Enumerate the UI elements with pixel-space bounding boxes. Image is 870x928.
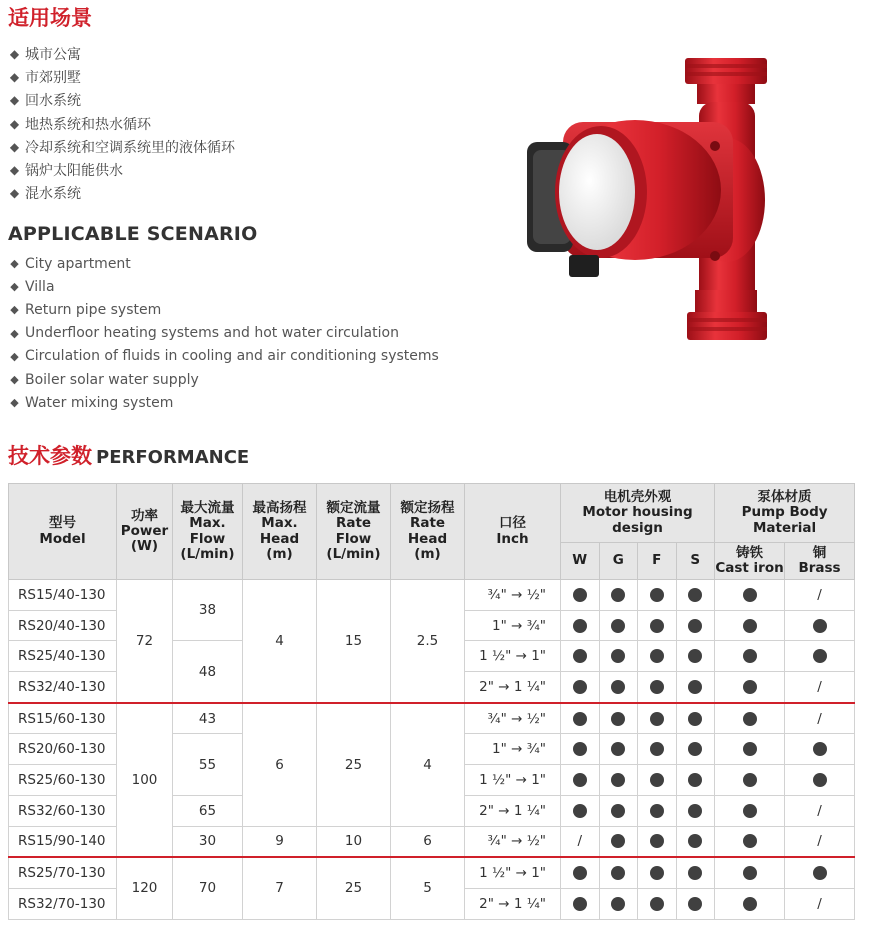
cell-max-flow: 30 xyxy=(173,826,243,857)
cell-brass xyxy=(785,765,855,796)
cell-cast-iron xyxy=(715,734,785,765)
scenario-cn-item-label: 市郊别墅 xyxy=(25,69,81,86)
header-g: G xyxy=(599,543,638,580)
cell-brass xyxy=(785,641,855,672)
cell-power: 72 xyxy=(117,580,173,703)
scenario-en-item-label: Return pipe system xyxy=(25,301,162,318)
pump-image xyxy=(505,50,795,350)
scenario-en-item xyxy=(8,252,439,275)
scenario-en-item-label: Villa xyxy=(25,278,55,295)
diamond-bullet-icon: ◆ xyxy=(9,93,20,108)
header-w: W xyxy=(561,543,600,580)
scenario-cn-item xyxy=(8,65,235,88)
available-dot-icon xyxy=(688,742,702,756)
diamond-bullet-icon: ◆ xyxy=(9,186,20,201)
cell-g xyxy=(599,826,638,857)
cell-power: 120 xyxy=(117,857,173,919)
not-available-mark: / xyxy=(817,833,822,850)
available-dot-icon xyxy=(688,619,702,633)
available-dot-icon xyxy=(688,680,702,694)
available-dot-icon xyxy=(611,588,625,602)
cell-model: RS15/60-130 xyxy=(9,703,117,734)
available-dot-icon xyxy=(743,866,757,880)
cell-brass xyxy=(785,857,855,888)
cell-max-flow: 43 xyxy=(173,703,243,734)
not-available-mark: / xyxy=(577,833,583,850)
scenario-en-item-label: City apartment xyxy=(25,255,131,272)
cell-w xyxy=(561,610,600,641)
cell-model: RS25/60-130 xyxy=(9,765,117,796)
performance-title-en: PERFORMANCE xyxy=(96,447,250,468)
cell-s xyxy=(676,888,715,919)
performance-title-cn: 技术参数 xyxy=(8,444,92,468)
available-dot-icon xyxy=(743,742,757,756)
cell-rate-head: 6 xyxy=(391,826,465,857)
cell-model: RS32/70-130 xyxy=(9,888,117,919)
available-dot-icon xyxy=(650,649,664,663)
cell-brass xyxy=(785,672,855,703)
available-dot-icon xyxy=(573,804,587,818)
cell-max-head: 9 xyxy=(243,826,317,857)
header-rate-flow: 额定流量 Rate Flow (L/min) xyxy=(317,484,391,580)
not-available-mark: / xyxy=(817,802,822,819)
header-rate-head: 额定扬程 Rate Head (m) xyxy=(391,484,465,580)
cell-max-flow: 48 xyxy=(173,641,243,703)
available-dot-icon xyxy=(813,649,827,663)
available-dot-icon xyxy=(611,680,625,694)
scenario-cn-item-label: 冷却系统和空调系统里的液体循环 xyxy=(25,139,235,156)
available-dot-icon xyxy=(743,897,757,911)
available-dot-icon xyxy=(688,834,702,848)
cell-cast-iron xyxy=(715,610,785,641)
cell-g xyxy=(599,703,638,734)
scenario-cn-item xyxy=(8,112,235,135)
cell-cast-iron xyxy=(715,703,785,734)
available-dot-icon xyxy=(743,619,757,633)
available-dot-icon xyxy=(650,897,664,911)
cell-s xyxy=(676,641,715,672)
performance-table xyxy=(8,483,855,920)
cell-cast-iron xyxy=(715,795,785,826)
cell-rate-head: 2.5 xyxy=(391,580,465,703)
cell-inch: 1 ½" → 1" xyxy=(465,641,561,672)
available-dot-icon xyxy=(688,712,702,726)
not-available-mark: / xyxy=(817,586,822,603)
available-dot-icon xyxy=(743,588,757,602)
header-power: 功率 Power (W) xyxy=(117,484,173,580)
cell-s xyxy=(676,672,715,703)
scenario-cn-item-label: 锅炉太阳能供水 xyxy=(25,163,123,180)
cell-s xyxy=(676,795,715,826)
scenario-list-cn xyxy=(8,42,235,205)
available-dot-icon xyxy=(688,773,702,787)
available-dot-icon xyxy=(650,712,664,726)
scenario-cn-item xyxy=(8,135,235,158)
cell-g xyxy=(599,672,638,703)
available-dot-icon xyxy=(573,649,587,663)
available-dot-icon xyxy=(650,588,664,602)
cell-w xyxy=(561,703,600,734)
cell-f xyxy=(638,795,677,826)
scenario-en-item xyxy=(8,391,439,414)
cell-power: 100 xyxy=(117,703,173,857)
available-dot-icon xyxy=(743,649,757,663)
cell-brass xyxy=(785,703,855,734)
cell-rate-head: 4 xyxy=(391,703,465,826)
cell-s xyxy=(676,610,715,641)
cell-cast-iron xyxy=(715,641,785,672)
cell-model: RS32/40-130 xyxy=(9,672,117,703)
table-row xyxy=(9,703,855,734)
header-inch: 口径 Inch xyxy=(465,484,561,580)
cell-f xyxy=(638,610,677,641)
available-dot-icon xyxy=(743,834,757,848)
diamond-bullet-icon: ◆ xyxy=(10,303,19,317)
available-dot-icon xyxy=(743,804,757,818)
cell-s xyxy=(676,765,715,796)
cell-brass xyxy=(785,734,855,765)
diamond-bullet-icon: ◆ xyxy=(9,116,20,131)
cell-max-head: 7 xyxy=(243,857,317,919)
scenario-cn-item-label: 回水系统 xyxy=(25,93,81,110)
available-dot-icon xyxy=(813,866,827,880)
cell-model: RS32/60-130 xyxy=(9,795,117,826)
cell-w xyxy=(561,734,600,765)
cell-g xyxy=(599,641,638,672)
available-dot-icon xyxy=(611,866,625,880)
not-available-mark: / xyxy=(817,895,822,912)
header-cast-iron: 铸铁 Cast iron xyxy=(715,543,785,580)
cell-f xyxy=(638,672,677,703)
cell-f xyxy=(638,765,677,796)
cell-rate-flow: 15 xyxy=(317,580,391,703)
available-dot-icon xyxy=(650,680,664,694)
available-dot-icon xyxy=(813,619,827,633)
cell-inch: 1" → ¾" xyxy=(465,734,561,765)
cell-w xyxy=(561,857,600,888)
available-dot-icon xyxy=(611,619,625,633)
available-dot-icon xyxy=(688,866,702,880)
available-dot-icon xyxy=(573,588,587,602)
available-dot-icon xyxy=(688,897,702,911)
cell-brass xyxy=(785,580,855,611)
cell-inch: ¾" → ½" xyxy=(465,703,561,734)
header-model: 型号 Model xyxy=(9,484,117,580)
available-dot-icon xyxy=(650,834,664,848)
cell-cast-iron xyxy=(715,888,785,919)
available-dot-icon xyxy=(573,897,587,911)
table-body xyxy=(9,580,855,920)
cell-f xyxy=(638,857,677,888)
cell-w xyxy=(561,672,600,703)
diamond-bullet-icon: ◆ xyxy=(10,349,19,363)
available-dot-icon xyxy=(573,712,587,726)
diamond-bullet-icon: ◆ xyxy=(10,257,19,271)
available-dot-icon xyxy=(650,804,664,818)
scenario-title-cn: 适用场景 xyxy=(8,6,92,30)
cell-w xyxy=(561,826,600,857)
cell-g xyxy=(599,580,638,611)
available-dot-icon xyxy=(743,680,757,694)
available-dot-icon xyxy=(688,649,702,663)
cell-model: RS15/40-130 xyxy=(9,580,117,611)
table-header xyxy=(9,484,855,580)
available-dot-icon xyxy=(611,712,625,726)
available-dot-icon xyxy=(573,866,587,880)
cell-w xyxy=(561,765,600,796)
cell-s xyxy=(676,826,715,857)
cell-inch: 1" → ¾" xyxy=(465,610,561,641)
cell-model: RS15/90-140 xyxy=(9,826,117,857)
available-dot-icon xyxy=(650,619,664,633)
available-dot-icon xyxy=(650,742,664,756)
header-pump-body: 泵体材质 Pump Body Material xyxy=(715,484,855,543)
cell-brass xyxy=(785,826,855,857)
cell-f xyxy=(638,641,677,672)
performance-title xyxy=(8,440,249,470)
cell-inch: ¾" → ½" xyxy=(465,580,561,611)
scenario-list-en xyxy=(8,252,439,414)
scenario-cn-item xyxy=(8,89,235,112)
cell-g xyxy=(599,888,638,919)
cell-s xyxy=(676,857,715,888)
diamond-bullet-icon: ◆ xyxy=(10,373,19,387)
available-dot-icon xyxy=(813,742,827,756)
cell-w xyxy=(561,888,600,919)
diamond-bullet-icon: ◆ xyxy=(10,326,19,340)
cell-max-head: 4 xyxy=(243,580,317,703)
cell-g xyxy=(599,765,638,796)
available-dot-icon xyxy=(743,712,757,726)
cell-cast-iron xyxy=(715,857,785,888)
cell-rate-flow: 25 xyxy=(317,703,391,826)
available-dot-icon xyxy=(611,834,625,848)
scenario-cn-item-label: 地热系统和热水循环 xyxy=(25,116,151,133)
cell-brass xyxy=(785,888,855,919)
cell-inch: ¾" → ½" xyxy=(465,826,561,857)
header-motor-housing: 电机壳外观 Motor housing design xyxy=(561,484,715,543)
cell-model: RS25/70-130 xyxy=(9,857,117,888)
scenario-en-item-label: Circulation of fluids in cooling and air conditioning systems xyxy=(25,348,439,365)
available-dot-icon xyxy=(611,649,625,663)
scenario-en-item xyxy=(8,345,439,368)
cell-g xyxy=(599,734,638,765)
cell-rate-flow: 25 xyxy=(317,857,391,919)
scenario-en-item-label: Boiler solar water supply xyxy=(25,371,199,388)
cell-s xyxy=(676,703,715,734)
cell-cast-iron xyxy=(715,672,785,703)
cell-inch: 1 ½" → 1" xyxy=(465,857,561,888)
diamond-bullet-icon: ◆ xyxy=(10,396,19,410)
cell-cast-iron xyxy=(715,826,785,857)
cell-model: RS20/60-130 xyxy=(9,734,117,765)
cell-w xyxy=(561,580,600,611)
available-dot-icon xyxy=(611,742,625,756)
header-brass: 铜 Brass xyxy=(785,543,855,580)
cell-rate-flow: 10 xyxy=(317,826,391,857)
scenario-en-item xyxy=(8,275,439,298)
header-s: S xyxy=(676,543,715,580)
cell-cast-iron xyxy=(715,580,785,611)
header-max-flow: 最大流量 Max. Flow (L/min) xyxy=(173,484,243,580)
cell-max-head: 6 xyxy=(243,703,317,826)
scenario-cn-item-label: 混水系统 xyxy=(25,186,81,203)
scenario-en-item-label: Underfloor heating systems and hot water circulation xyxy=(25,325,399,342)
available-dot-icon xyxy=(688,804,702,818)
scenario-cn-item xyxy=(8,158,235,181)
cell-rate-head: 5 xyxy=(391,857,465,919)
diamond-bullet-icon: ◆ xyxy=(9,69,20,84)
cell-g xyxy=(599,610,638,641)
available-dot-icon xyxy=(573,742,587,756)
not-available-mark: / xyxy=(817,678,822,695)
cell-model: RS20/40-130 xyxy=(9,610,117,641)
available-dot-icon xyxy=(813,773,827,787)
cell-inch: 2" → 1 ¼" xyxy=(465,888,561,919)
cell-max-flow: 70 xyxy=(173,857,243,919)
available-dot-icon xyxy=(573,773,587,787)
cell-brass xyxy=(785,610,855,641)
cell-cast-iron xyxy=(715,765,785,796)
available-dot-icon xyxy=(611,897,625,911)
not-available-mark: / xyxy=(817,710,822,727)
cell-f xyxy=(638,580,677,611)
scenario-cn-item-label: 城市公寓 xyxy=(25,46,81,63)
cell-f xyxy=(638,703,677,734)
cell-s xyxy=(676,580,715,611)
available-dot-icon xyxy=(573,619,587,633)
available-dot-icon xyxy=(611,804,625,818)
cell-w xyxy=(561,641,600,672)
available-dot-icon xyxy=(743,773,757,787)
diamond-bullet-icon: ◆ xyxy=(9,139,20,154)
diamond-bullet-icon: ◆ xyxy=(9,163,20,178)
scenario-cn-item xyxy=(8,42,235,65)
cell-max-flow: 55 xyxy=(173,734,243,795)
cell-max-flow: 38 xyxy=(173,580,243,641)
cell-f xyxy=(638,888,677,919)
scenario-en-item-label: Water mixing system xyxy=(25,394,174,411)
available-dot-icon xyxy=(573,680,587,694)
table-row xyxy=(9,580,855,611)
cell-f xyxy=(638,826,677,857)
cell-g xyxy=(599,857,638,888)
available-dot-icon xyxy=(650,866,664,880)
cell-f xyxy=(638,734,677,765)
cell-inch: 2" → 1 ¼" xyxy=(465,672,561,703)
header-max-head: 最高扬程 Max. Head (m) xyxy=(243,484,317,580)
table-row xyxy=(9,857,855,888)
diamond-bullet-icon: ◆ xyxy=(9,46,20,61)
diamond-bullet-icon: ◆ xyxy=(10,280,19,294)
cell-max-flow: 65 xyxy=(173,795,243,826)
cell-model: RS25/40-130 xyxy=(9,641,117,672)
cell-s xyxy=(676,734,715,765)
scenario-title-en: APPLICABLE SCENARIO xyxy=(8,223,258,245)
available-dot-icon xyxy=(688,588,702,602)
cell-g xyxy=(599,795,638,826)
scenario-en-item xyxy=(8,322,439,345)
cell-w xyxy=(561,795,600,826)
scenario-en-item xyxy=(8,298,439,321)
cell-inch: 1 ½" → 1" xyxy=(465,765,561,796)
available-dot-icon xyxy=(650,773,664,787)
cell-inch: 2" → 1 ¼" xyxy=(465,795,561,826)
header-f: F xyxy=(638,543,677,580)
scenario-en-item xyxy=(8,368,439,391)
scenario-cn-item xyxy=(8,182,235,205)
available-dot-icon xyxy=(611,773,625,787)
cell-brass xyxy=(785,795,855,826)
